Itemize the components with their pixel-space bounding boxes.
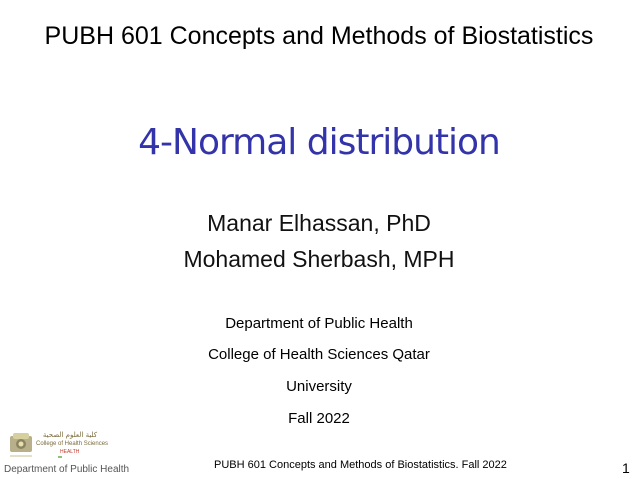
logo-tagline: HEALTH — [60, 449, 80, 455]
logo-emblem-icon — [10, 433, 32, 452]
logo-english-text: College of Health Sciences — [36, 441, 109, 447]
footer-department: Department of Public Health — [4, 464, 130, 475]
course-header: PUBH 601 Concepts and Methods of Biostatistics — [44, 22, 594, 50]
slide-title: 4-Normal distribution — [138, 122, 500, 163]
author-1: Manar Elhassan, PhD — [207, 210, 431, 236]
footer-course: PUBH 601 Concepts and Methods of Biostatistics. Fall 2022 — [214, 459, 507, 471]
college-logo — [8, 428, 118, 458]
affiliation-department: Department of Public Health — [225, 315, 413, 332]
logo-arabic-text: كلية العلوم الصحية — [42, 431, 98, 439]
affiliation-college: College of Health Sciences Qatar — [208, 346, 430, 363]
page-number: 1 — [622, 460, 630, 476]
affiliation-term: Fall 2022 — [288, 410, 350, 427]
author-2: Mohamed Sherbash, MPH — [183, 246, 455, 272]
affiliation-university: University — [286, 378, 352, 395]
